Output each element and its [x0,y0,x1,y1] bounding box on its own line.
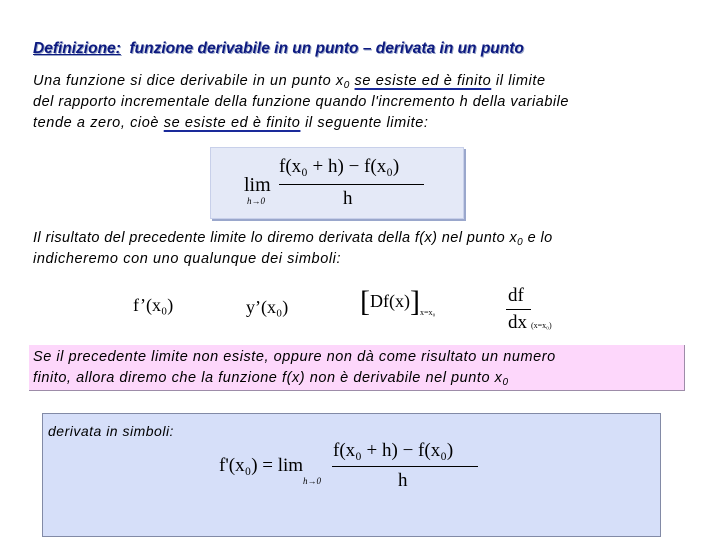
limit-formula-box [210,147,464,219]
blue-numerator: f(x₀ + h) − f(x₀) [333,440,454,461]
Df-subscript: x=x₀ [419,308,436,317]
symbol-y-prime: y’(x₀) [246,297,289,317]
paragraph-2-line-2: indicheremo con uno qualunque dei simboli: [33,251,342,267]
derivative-symbols-box [42,413,661,537]
p1-text-a: Una funzione si dice derivabile in un punto x [33,73,344,89]
lim-text: lim [244,174,271,196]
paragraph-1-line-3 [33,113,429,134]
p2-text-b: e lo [527,230,553,246]
left-bracket-icon: [ [360,285,370,318]
p1-l3-text-b: il seguente limite: [305,115,429,131]
blue-fraction-line [332,466,478,467]
p2-sub: 0 [517,237,524,248]
blue-formula-lhs: f'(x₀) = lim [219,455,304,476]
p1-l3-underlined: se esiste ed è finito [163,115,301,131]
limit-fraction-line [279,184,424,185]
blue-denominator: h [398,470,408,491]
symbol-dx-subscript: (x=x₀) [531,321,552,330]
paragraph-1-line-2: del rapporto incrementale della funzione quando l'incremento h della variabile [33,94,569,110]
title-rest: funzione derivabile in un punto – derivata in un punto [129,40,524,57]
pink-text-a: finito, allora diremo che la funzione f(x) non è derivabile nel punto x [33,370,503,386]
p1-sub: 0 [343,80,350,91]
lim-subscript: h→0 [247,196,265,206]
right-bracket-icon: ] [409,285,420,318]
p2-text-a: Il risultato del precedente limite lo diremo derivata della f(x) nel punto x [33,230,518,246]
pink-line-1: Se il precedente limite non esiste, oppure non dà come risultato un numero [33,349,556,365]
pink-sub: 0 [502,377,509,388]
limit-denominator: h [343,188,353,209]
blue-lim-subscript: h→0 [303,476,321,486]
blue-box-label: derivata in simboli: [48,423,174,439]
Df-text: Df(x) [370,291,410,311]
symbol-f-prime: f’(x₀) [133,295,174,315]
p1-underlined: se esiste ed è finito [354,73,492,89]
symbol-dx: dx [508,312,527,333]
limit-numerator: f(x₀ + h) − f(x₀) [279,156,400,177]
symbol-df: df [508,285,524,306]
symbol-Df [360,287,435,317]
p1-text-b: il limite [495,73,546,89]
df-fraction-line [506,309,531,310]
title-head: Definizione: [33,40,121,57]
non-derivable-note-box [29,345,685,391]
p1-l3-text-a: tende a zero, cioè [33,115,160,131]
pink-line-2 [33,368,509,394]
page-title [33,40,524,58]
